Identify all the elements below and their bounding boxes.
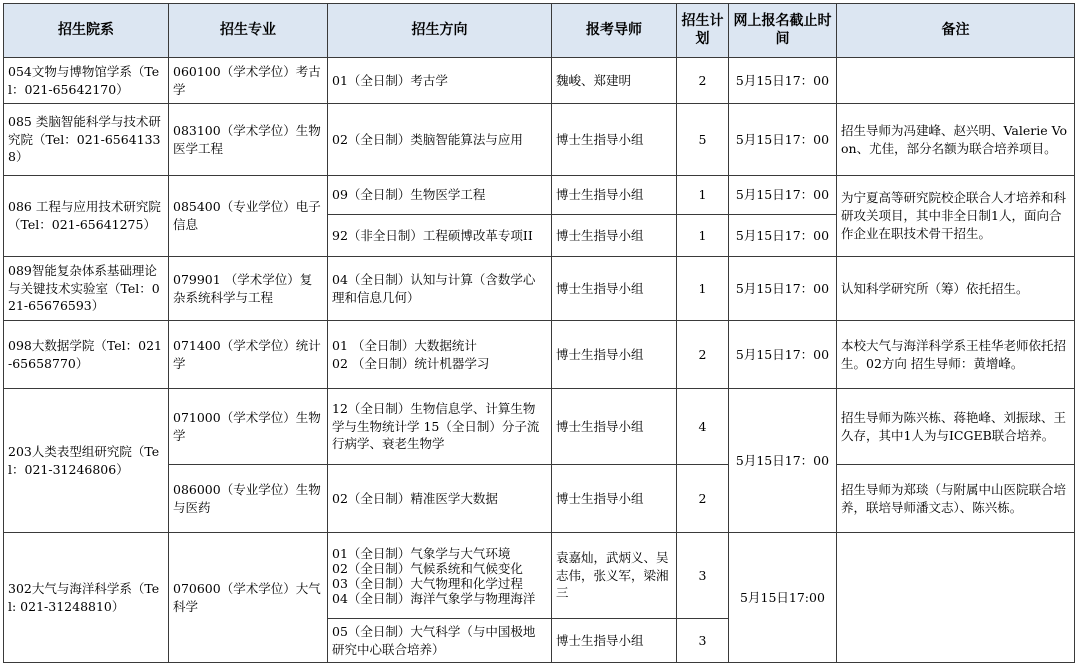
table-row [4, 104, 1075, 176]
header-direction: 招生方向 [328, 4, 552, 58]
plan-cell: 3 [677, 533, 729, 619]
advisor-cell: 博士生指导小组 [552, 176, 677, 215]
direction-cell: 12（全日制）生物信息学、计算生物学与生物统计学 15（全日制）分子流行病学、衰老生物学 [328, 389, 552, 465]
major-cell: 071000（学术学位）生物学 [169, 389, 328, 465]
plan-cell: 1 [677, 176, 729, 215]
deadline-cell: 5月15日17：00 [729, 321, 837, 389]
note-cell: 招生导师为郑琰（与附属中山医院联合培养，联培导师潘文志）、陈兴栋。 [837, 465, 1075, 533]
note-cell: 招生导师为陈兴栋、蒋艳峰、刘振球、王久存，其中1人为与ICGEB联合培养。 [837, 389, 1075, 465]
header-row [4, 4, 1075, 58]
deadline-cell: 5月15日17:00 [729, 533, 837, 663]
direction-cell: 01（全日制）考古学 [328, 58, 552, 104]
table-row [4, 321, 1075, 389]
header-deadline: 网上报名截止时间 [729, 4, 837, 58]
dept-cell: 086 工程与应用技术研究院（Tel：021-65641275） [4, 176, 169, 257]
direction-line: 04（全日制）海洋气象学与物理海洋 [332, 590, 536, 606]
note-cell: 认知科学研究所（筹）依托招生。 [837, 257, 1075, 321]
header-plan: 招生计划 [677, 4, 729, 58]
advisor-cell: 博士生指导小组 [552, 104, 677, 176]
direction-cell: 02（全日制）类脑智能算法与应用 [328, 104, 552, 176]
note-cell: 本校大气与海洋科学系王桂华老师依托招生。02方向 招生导师：黄增峰。 [837, 321, 1075, 389]
major-cell: 071400（学术学位）统计学 [169, 321, 328, 389]
direction-line: 02 （全日制）统计机器学习 [332, 355, 490, 371]
table-row [4, 389, 1075, 465]
advisor-cell: 博士生指导小组 [552, 215, 677, 257]
dept-cell: 089智能复杂体系基础理论与关键技术实验室（Tel：021-65676593） [4, 257, 169, 321]
direction-cell: 02（全日制）精准医学大数据 [328, 465, 552, 533]
plan-cell: 5 [677, 104, 729, 176]
advisor-cell: 博士生指导小组 [552, 619, 677, 663]
note-cell: 为宁夏高等研究院校企联合人才培养和科研攻关项目，其中非全日制1人，面向合作企业在职技术骨干招生。 [837, 176, 1075, 257]
header-major: 招生专业 [169, 4, 328, 58]
direction-cell [328, 533, 552, 619]
direction-line: 03（全日制）大气物理和化学过程 [332, 575, 523, 591]
note-cell [837, 533, 1075, 663]
dept-cell: 302大气与海洋科学系（Tel: 021-31248810） [4, 533, 169, 663]
direction-cell [328, 321, 552, 389]
note-cell [837, 58, 1075, 104]
plan-cell: 3 [677, 619, 729, 663]
direction-line: 01 （全日制）大数据统计 [332, 337, 477, 353]
header-dept: 招生院系 [4, 4, 169, 58]
direction-line: 02（全日制）气候系统和气候变化 [332, 560, 523, 576]
advisor-cell: 博士生指导小组 [552, 257, 677, 321]
dept-cell: 203人类表型组研究院（Tel：021-31246806） [4, 389, 169, 533]
deadline-cell: 5月15日17：00 [729, 257, 837, 321]
plan-cell: 2 [677, 321, 729, 389]
major-cell: 083100（学术学位）生物医学工程 [169, 104, 328, 176]
table-row [4, 176, 1075, 215]
header-note: 备注 [837, 4, 1075, 58]
deadline-cell: 5月15日17：00 [729, 104, 837, 176]
major-cell: 085400（专业学位）电子信息 [169, 176, 328, 257]
dept-cell: 085 类脑智能科学与技术研究院（Tel：021-65641338） [4, 104, 169, 176]
table-row [4, 58, 1075, 104]
major-cell: 079901 （学术学位）复杂系统科学与工程 [169, 257, 328, 321]
plan-cell: 4 [677, 389, 729, 465]
direction-cell: 04（全日制）认知与计算（含数学心理和信息几何） [328, 257, 552, 321]
deadline-cell: 5月15日17：00 [729, 58, 837, 104]
advisor-cell: 博士生指导小组 [552, 389, 677, 465]
major-cell: 086000（专业学位）生物与医药 [169, 465, 328, 533]
direction-cell: 05（全日制）大气科学（与中国极地研究中心联合培养） [328, 619, 552, 663]
header-advisor: 报考导师 [552, 4, 677, 58]
direction-cell: 09（全日制）生物医学工程 [328, 176, 552, 215]
direction-line: 01（全日制）气象学与大气环境 [332, 545, 511, 561]
note-cell: 招生导师为冯建峰、赵兴明、Valerie Voon、尤佳，部分名额为联合培养项目。 [837, 104, 1075, 176]
table-row [4, 257, 1075, 321]
major-cell: 060100（学术学位）考古学 [169, 58, 328, 104]
plan-cell: 2 [677, 58, 729, 104]
advisor-cell: 袁嘉灿，武炳义、吴志伟，张义军，梁湘三 [552, 533, 677, 619]
plan-cell: 1 [677, 215, 729, 257]
plan-cell: 1 [677, 257, 729, 321]
dept-cell: 098大数据学院（Tel：021-65658770） [4, 321, 169, 389]
plan-cell: 2 [677, 465, 729, 533]
deadline-cell: 5月15日17：00 [729, 389, 837, 533]
direction-cell: 92（非全日制）工程硕博改革专项II [328, 215, 552, 257]
major-cell: 070600（学术学位）大气科学 [169, 533, 328, 663]
table-row [4, 533, 1075, 619]
dept-cell: 054文物与博物馆学系（Tel：021-65642170） [4, 58, 169, 104]
deadline-cell: 5月15日17：00 [729, 176, 837, 215]
deadline-cell: 5月15日17：00 [729, 215, 837, 257]
admissions-table [3, 3, 1075, 663]
advisor-cell: 博士生指导小组 [552, 321, 677, 389]
advisor-cell: 博士生指导小组 [552, 465, 677, 533]
advisor-cell: 魏峻、郑建明 [552, 58, 677, 104]
